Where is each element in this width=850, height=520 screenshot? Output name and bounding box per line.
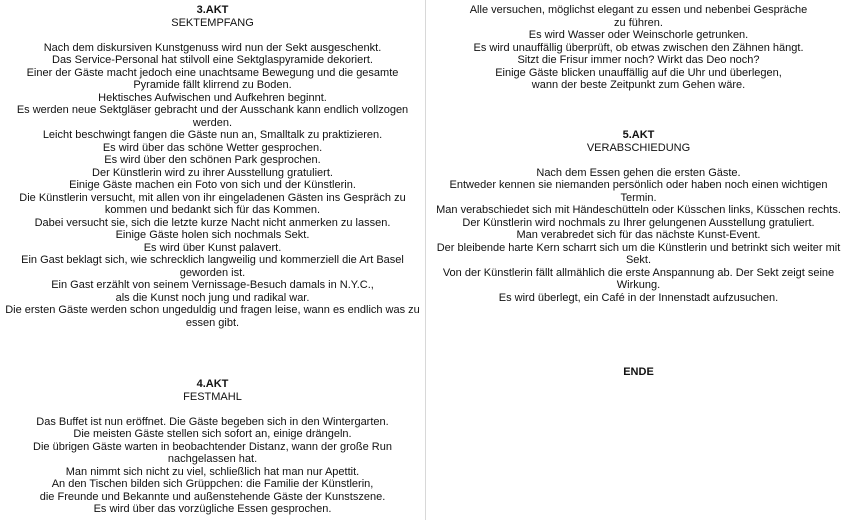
text-line: nachgelassen hat. — [167, 453, 258, 465]
text-line: als die Kunst noch jung und radikal war. — [115, 291, 310, 304]
act-3-subtitle: SEKTEMPFANG — [171, 16, 254, 29]
text-line: Das Buffet ist nun eröffnet. Die Gäste begeben sich in den Wintergarten. — [36, 415, 389, 428]
page-divider — [425, 0, 426, 520]
text-line: Man verabschiedet sich mit Händeschütteln oder Küsschen links, Küsschen rechts. — [436, 204, 841, 216]
text-line: Sitzt die Frisur immer noch? Wirkt das Deo noch? — [517, 54, 760, 66]
text-line: Man nimmt sich nicht zu viel, schließlich hat man nur Apettit. — [65, 465, 360, 478]
text-line: Nach dem Essen gehen die ersten Gäste. — [536, 166, 741, 179]
text-line: Es wird überlegt, ein Café in der Innenstadt aufzusuchen. — [498, 291, 779, 304]
text-line: Von der Künstlerin fällt allmählich die erste Anspannung ab. Der Sekt zeigt seine — [442, 266, 835, 279]
text-line: Nach dem diskursiven Kunstgenuss wird nun der Sekt ausgeschenkt. — [43, 41, 382, 54]
text-line: Die Künstlerin versucht, mit allen von ihr eingeladenen Gästen ins Gespräch zu — [19, 191, 406, 204]
text-line: Termin. — [620, 191, 657, 204]
text-line: Es wird Wasser oder Weinschorle getrunken. — [528, 29, 749, 41]
text-line: Es werden neue Sektgläser gebracht und der Ausschank kann endlich vollzogen — [16, 104, 409, 116]
act-5-section — [427, 129, 850, 304]
text-line: Die meisten Gäste stellen sich sofort an, einige drängeln. — [73, 428, 352, 440]
text-line: Ein Gast erzählt von seinem Vernissage-Besuch damals in N.Y.C., — [51, 279, 374, 291]
act-3-title: 3.AKT — [196, 4, 229, 16]
text-line: Hektisches Aufwischen und Aufkehren beginnt. — [98, 91, 327, 104]
act-3-section — [0, 4, 425, 329]
end-section — [427, 366, 850, 379]
text-line: geworden ist. — [179, 266, 246, 279]
text-line: Einige Gäste blicken unauffällig auf die Uhr und überlegen, — [495, 66, 782, 79]
text-line: Es wird über Kunst palavert. — [143, 241, 282, 254]
act-4-subtitle: FESTMAHL — [183, 390, 242, 403]
text-line: Einer der Gäste macht jedoch eine unachtsame Bewegung und die gesamte — [26, 66, 399, 79]
act-5-subtitle: VERABSCHIEDUNG — [586, 141, 691, 154]
text-line: Leicht beschwingt fangen die Gäste nun an, Smalltalk zu praktizieren. — [42, 129, 383, 141]
act-5-text — [427, 167, 850, 305]
text-line: Alle versuchen, möglichst elegant zu essen und nebenbei Gespräche — [469, 4, 808, 16]
text-line: Pyramide fällt klirrend zu Boden. — [133, 79, 292, 91]
text-line: Dabei versucht sie, sich die letzte kurze Nacht nicht anmerken zu lassen. — [34, 216, 391, 229]
act-4-section — [0, 378, 425, 516]
text-line: Es wird über das schöne Wetter gesprochen. — [102, 141, 323, 154]
act-4-continued-section — [427, 4, 850, 92]
text-line: Man verabredet sich für das nächste Kunst-Event. — [516, 229, 761, 241]
text-line: Entweder kennen sie niemanden persönlich oder haben noch einen wichtigen — [449, 179, 828, 191]
text-line: An den Tischen bilden sich Grüppchen: die Familie der Künstlerin, — [51, 478, 374, 490]
text-line: Das Service-Personal hat stilvoll eine Sektglaspyramide dekoriert. — [52, 54, 373, 66]
text-line: Sekt. — [625, 254, 652, 266]
text-line: Es wird über den schönen Park gesprochen. — [104, 154, 321, 166]
text-line: wann der beste Zeitpunkt zum Gehen wäre. — [531, 79, 746, 91]
end-label: ENDE — [623, 366, 654, 378]
act-4-title: 4.AKT — [196, 378, 229, 390]
text-line: Der Künstlerin wird nochmals zu Ihrer gelungenen Ausstellung gratuliert. — [462, 216, 815, 229]
act-3-text — [0, 42, 425, 330]
text-line: Der bleibende harte Kern scharrt sich um die Künstlerin und betrinkt sich weiter mit — [436, 241, 841, 254]
text-line: Es wird über das vorzügliche Essen gesprochen. — [93, 503, 332, 515]
text-line: Die ersten Gäste werden schon ungeduldig und fragen leise, wann es endlich was zu — [5, 304, 420, 316]
act-4-continued-text — [427, 4, 850, 92]
text-line: essen gibt. — [185, 316, 240, 329]
text-line: kommen und bedankt sich für das Kommen. — [104, 204, 321, 216]
text-line: Ein Gast beklagt sich, wie schrecklich langweilig und kommerziell die Art Basel — [21, 254, 404, 266]
text-line: Einige Gäste machen ein Foto von sich und der Künstlerin. — [69, 179, 356, 191]
text-line: werden. — [192, 116, 233, 129]
text-line: die Freunde und Bekannte und außenstehende Gäste der Kunstszene. — [39, 490, 386, 503]
text-line: Der Künstlerin wird zu ihrer Ausstellung gratuliert. — [92, 166, 333, 179]
text-line: Einige Gäste holen sich nochmals Sekt. — [115, 229, 310, 241]
text-line: Wirkung. — [616, 279, 661, 291]
text-line: zu führen. — [614, 16, 663, 29]
text-line: Es wird unauffällig überprüft, ob etwas zwischen den Zähnen hängt. — [473, 41, 804, 54]
act-4-text — [0, 416, 425, 516]
act-5-title: 5.AKT — [622, 129, 655, 141]
text-line: Die übrigen Gäste warten in beobachtender Distanz, wann der große Run — [33, 440, 392, 453]
